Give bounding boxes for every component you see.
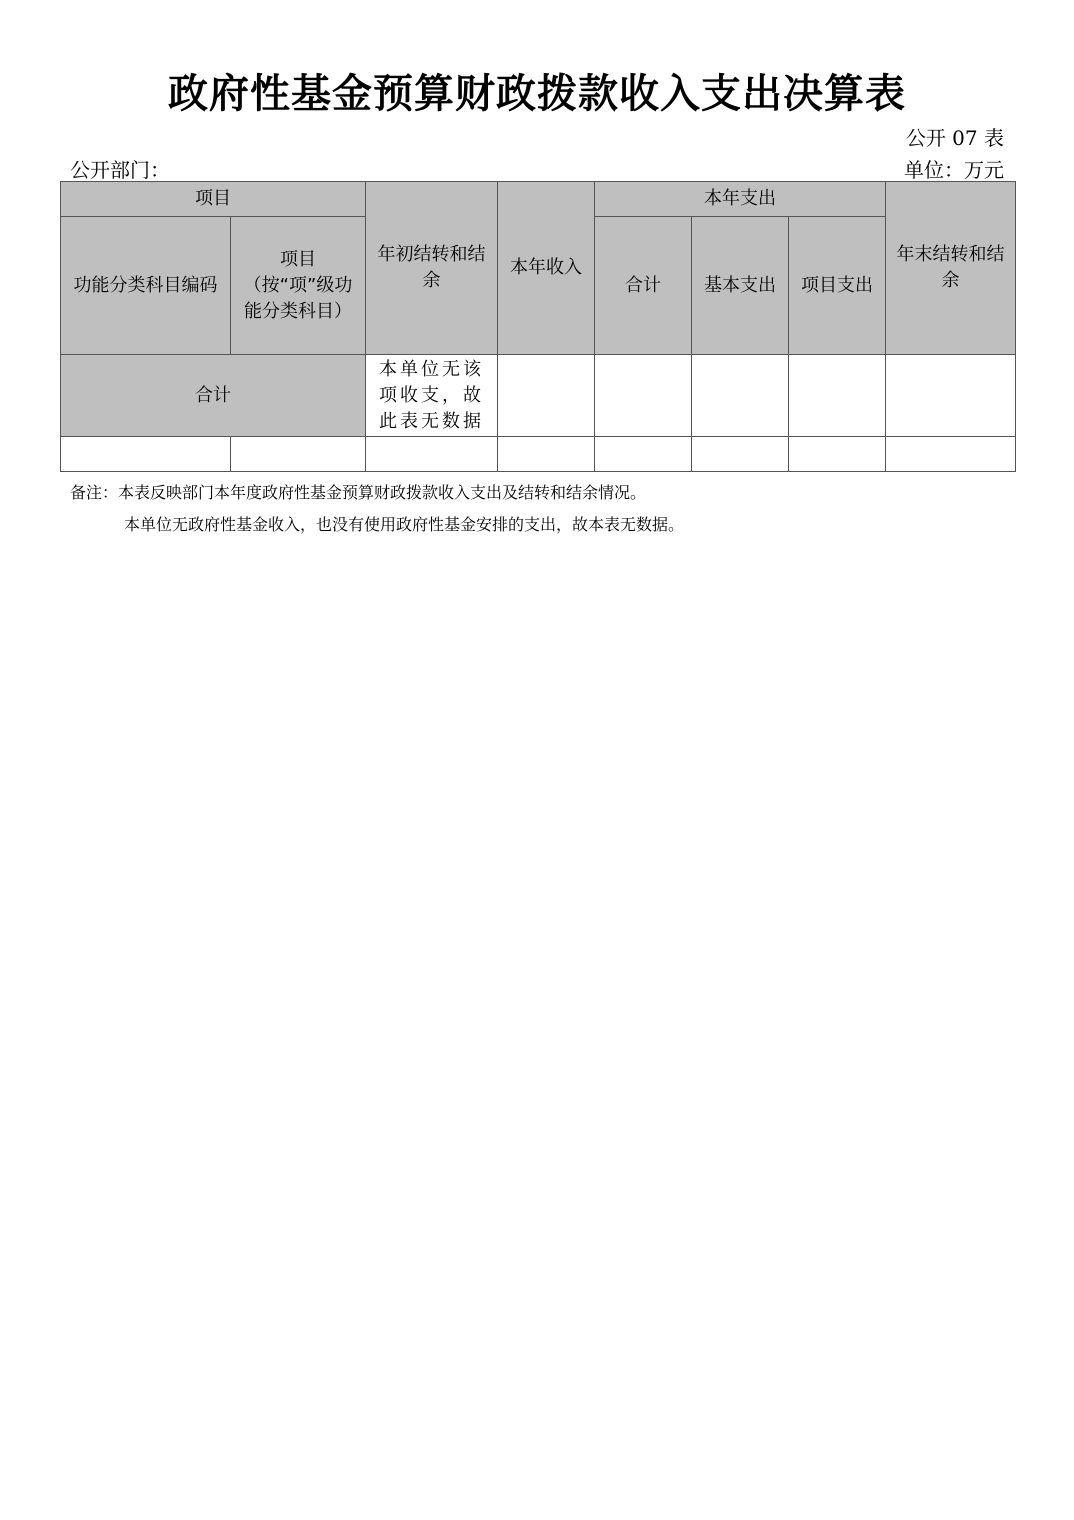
- table-cell: [595, 355, 692, 437]
- table-row: [61, 437, 1016, 472]
- table-cell: [692, 437, 789, 472]
- header-begin-balance: 年初结转和结余: [366, 182, 498, 355]
- table-cell: [789, 355, 886, 437]
- table-cell: [61, 437, 231, 472]
- total-label: 合计: [61, 355, 366, 437]
- header-expense: 本年支出: [595, 182, 886, 217]
- table-cell: [886, 437, 1016, 472]
- unit-label: 单位：万元: [904, 158, 1004, 182]
- table-cell: [498, 355, 595, 437]
- header-item: 项目: [61, 182, 366, 217]
- table-cell: [595, 437, 692, 472]
- remark-line-1: 备注：本表反映部门本年度政府性基金预算财政拨款收入支出及结转和结余情况。: [70, 483, 647, 502]
- table-cell: [886, 355, 1016, 437]
- department-label: 公开部门：: [70, 158, 170, 182]
- header-expense-project: 项目支出: [789, 217, 886, 355]
- table-cell: [231, 437, 366, 472]
- budget-table: [60, 181, 1016, 472]
- header-end-balance: 年末结转和结余: [886, 182, 1016, 355]
- header-expense-basic: 基本支出: [692, 217, 789, 355]
- table-cell: [366, 437, 498, 472]
- table-cell: [692, 355, 789, 437]
- no-data-note: 本单位无该项收支，故此表无数据: [366, 355, 498, 437]
- header-expense-total: 合计: [595, 217, 692, 355]
- table-cell: [789, 437, 886, 472]
- form-number: 公开 07 表: [905, 126, 1004, 150]
- header-income: 本年收入: [498, 182, 595, 355]
- table-cell: [498, 437, 595, 472]
- header-func-code: 功能分类科目编码: [61, 217, 231, 355]
- remark-line-2: 本单位无政府性基金收入，也没有使用政府性基金安排的支出，故本表无数据。: [124, 515, 685, 534]
- page-title: 政府性基金预算财政拨款收入支出决算表: [168, 71, 906, 117]
- header-item-name: 项目（按“项”级功能分类科目）: [231, 217, 366, 355]
